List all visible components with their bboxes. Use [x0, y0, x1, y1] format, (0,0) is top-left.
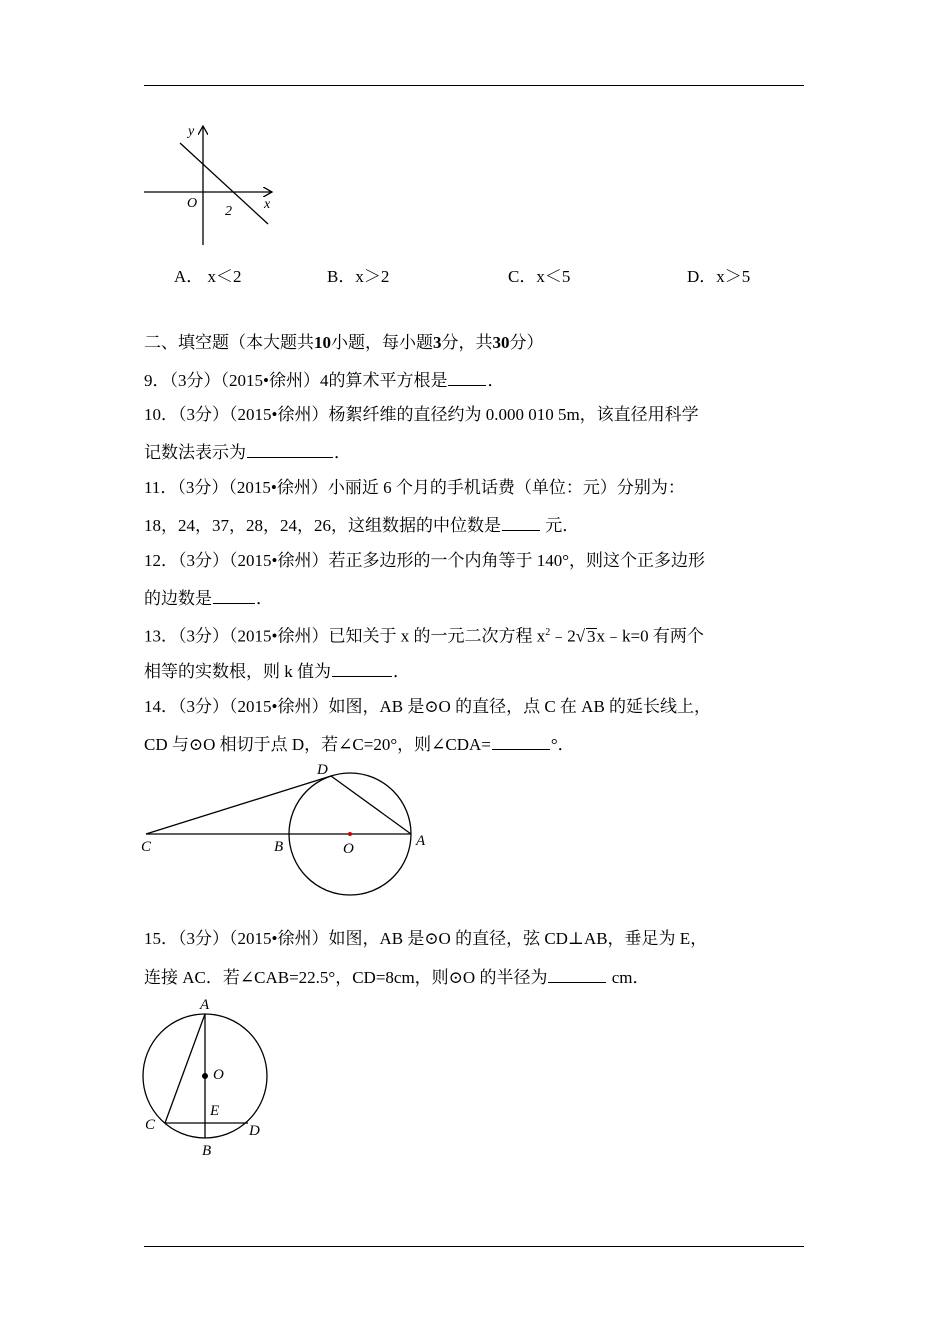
question-11-line1: 11．（3分）（2015•徐州）小丽近 6 个月的手机话费（单位：元）分别为： [144, 478, 685, 497]
label-e: E [210, 1103, 220, 1119]
chord-da [331, 776, 411, 834]
origin-label: O [187, 196, 198, 211]
circle-chord-figure [138, 995, 278, 1165]
question-15-line2: 连接 AC．若∠CAB=22.5°，CD=8cm，则⊙O 的半径为 cm． [144, 968, 650, 987]
function-line [180, 143, 268, 224]
center-point [202, 1073, 208, 1079]
circle-tangent-figure [138, 760, 438, 900]
function-graph-figure [140, 120, 280, 250]
segment-ac [165, 1014, 205, 1123]
question-12-line1: 12．（3分）（2015•徐州）若正多边形的一个内角等于 140°，则这个正多边形 [144, 551, 705, 570]
option-a: A． x＜2 [174, 267, 242, 286]
x-label: x [264, 197, 271, 212]
label-b: B [274, 839, 284, 855]
footer-rule [144, 1246, 804, 1247]
question-13-line2: 相等的实数根，则 k 值为 ． [144, 662, 410, 681]
answer-blank[interactable] [247, 441, 333, 458]
answer-blank[interactable] [448, 369, 486, 386]
label-d: D [317, 762, 328, 778]
label-c: C [141, 839, 152, 855]
label-o: O [213, 1067, 224, 1083]
label-a: A [416, 833, 426, 849]
answer-blank[interactable] [502, 514, 540, 531]
answer-blank[interactable] [213, 587, 255, 604]
label-d: D [249, 1123, 260, 1139]
option-d: D．x＞5 [687, 267, 751, 286]
answer-blank[interactable] [332, 660, 392, 677]
header-rule [144, 85, 804, 86]
question-12-line2: 的边数是 ． [144, 589, 273, 608]
tangent-cd [146, 776, 331, 834]
answer-blank[interactable] [548, 966, 606, 983]
section-title: 二、填空题（本大题共10小题，每小题3分，共30分） [144, 333, 544, 352]
sqrt-sign: √ [575, 626, 586, 646]
question-14-line2: CD 与⊙O 相切于点 D，若∠C=20°，则∠CDA= °． [144, 735, 575, 754]
answer-blank[interactable] [492, 733, 550, 750]
option-c: C．x＜5 [508, 267, 571, 286]
y-label: y [188, 124, 195, 139]
intercept-label: 2 [225, 204, 232, 219]
label-b: B [202, 1143, 212, 1159]
question-9: 9．（3分）（2015•徐州）4的算术平方根是 ． [144, 371, 505, 390]
question-10-line2: 记数法表示为 ． [144, 443, 351, 462]
label-a: A [200, 997, 210, 1013]
question-14-line1: 14．（3分）（2015•徐州）如图，AB 是⊙O 的直径，点 C 在 AB 的延长线上， [144, 697, 712, 716]
label-c: C [145, 1117, 156, 1133]
question-11-line2: 18，24，37，28，24，26，这组数据的中位数是 元． [144, 516, 580, 535]
question-13-line1: 13．（3分）（2015•徐州）已知关于 x 的一元二次方程 $x^2﹣2√$ 3x﹣k=0 有两个 [144, 626, 704, 646]
label-o: O [343, 841, 354, 857]
center-point [348, 832, 352, 836]
question-15-line1: 15．（3分）（2015•徐州）如图，AB 是⊙O 的直径，弦 CD⊥AB，垂足为 E， [144, 929, 708, 948]
option-b: B．x＞2 [327, 267, 390, 286]
question-10-line1: 10．（3分）（2015•徐州）杨絮纤维的直径约为 0.000 010 5m，该直径用科学 [144, 405, 699, 424]
